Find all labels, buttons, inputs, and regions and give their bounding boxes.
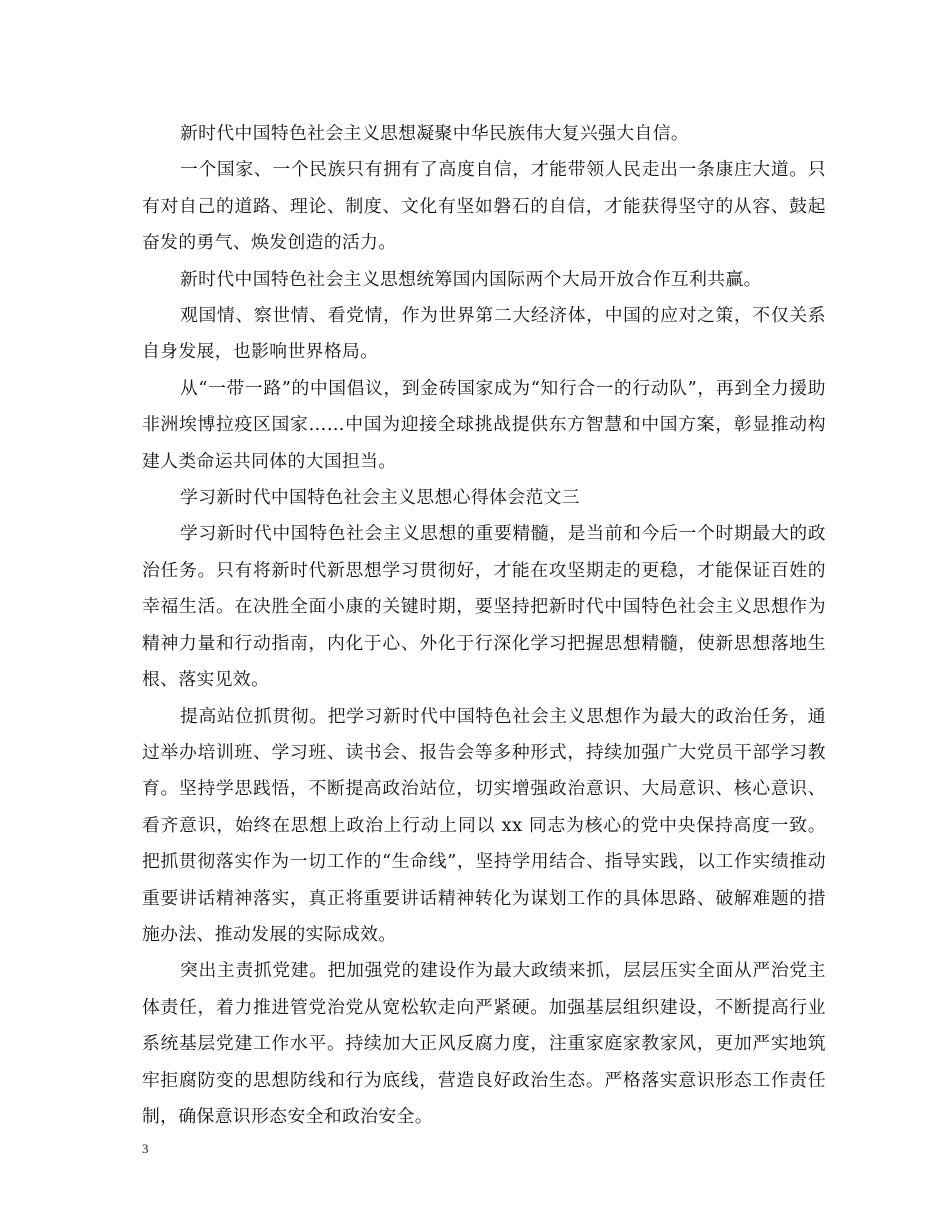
paragraph: 一个国家、一个民族只有拥有了高度自信，才能带领人民走出一条康庄大道。只有对自己的道路、理论、制度、文化有坚如磐石的自信，才能获得坚守的从容、鼓起奋发的勇气、焕发创造的活力。 bbox=[142, 159, 826, 254]
paragraph: 学习新时代中国特色社会主义思想的重要精髓，是当前和今后一个时期最大的政治任务。只有将新时代新思想学习贯彻好，才能在攻坚期走的更稳，才能保证百姓的幸福生活。在决胜全面小康的关键时期，要坚持把新时代中国特色社会主义思想作为精神力量和行动指南，内化于心、外化于行深化学习把握思想精髓，使新思想落地生根、落实见效。 bbox=[142, 523, 826, 691]
section-title: 学习新时代中国特色社会主义思想心得体会范文三 bbox=[180, 487, 580, 509]
paragraph: 观国情、察世情、看党情，作为世界第二大经济体，中国的应对之策，不仅关系自身发展，也影响世界格局。 bbox=[142, 305, 826, 363]
paragraph-heading-2: 新时代中国特色社会主义思想统筹国内国际两个大局开放合作互利共赢。 bbox=[180, 268, 762, 290]
paragraph-heading-1: 新时代中国特色社会主义思想凝聚中华民族伟大复兴强大自信。 bbox=[180, 123, 690, 144]
paragraph: 突出主责抓党建。把加强党的建设作为最大政绩来抓，层层压实全面从严治党主体责任，着力推进管党治党从宽松软走向严紧硬。加强基层组织建设，不断提高行业系统基层党建工作水平。持续加大正风反腐力度，注重家庭家教家风，更加严实地筑牢拒腐防变的思想防线和行为底线，营造良好政治生态。严格落实意识形态工作责任制，确保意识形态安全和政治安全。 bbox=[142, 960, 826, 1127]
document-body bbox=[142, 116, 826, 1135]
paragraph: 提高站位抓贯彻。把学习新时代中国特色社会主义思想作为最大的政治任务，通过举办培训班、学习班、读书会、报告会等多种形式，持续加强广大党员干部学习教育。坚持学思践悟，不断提高政治站位，切实增强政治意识、大局意识、核心意识、看齐意识，始终在思想上政治上行动上同以 xx 同志为核心的党中央保持高度一致。把抓贯彻落实作为一切工作的“生命线”，坚持学用结合、指导实践，以工作实绩推动重要讲话精神落实，真正将重要讲话精神转化为谋划工作的具体思路、破解难题的措施办法、推动发展的实际成效。 bbox=[142, 705, 826, 945]
paragraph: 从“一带一路”的中国倡议，到金砖国家成为“知行合一的行动队”，再到全力援助非洲埃博拉疫区国家……中国为迎接全球挑战提供东方智慧和中国方案，彰显推动构建人类命运共同体的大国担当。 bbox=[142, 377, 826, 472]
page-number: 3 bbox=[142, 1141, 149, 1156]
